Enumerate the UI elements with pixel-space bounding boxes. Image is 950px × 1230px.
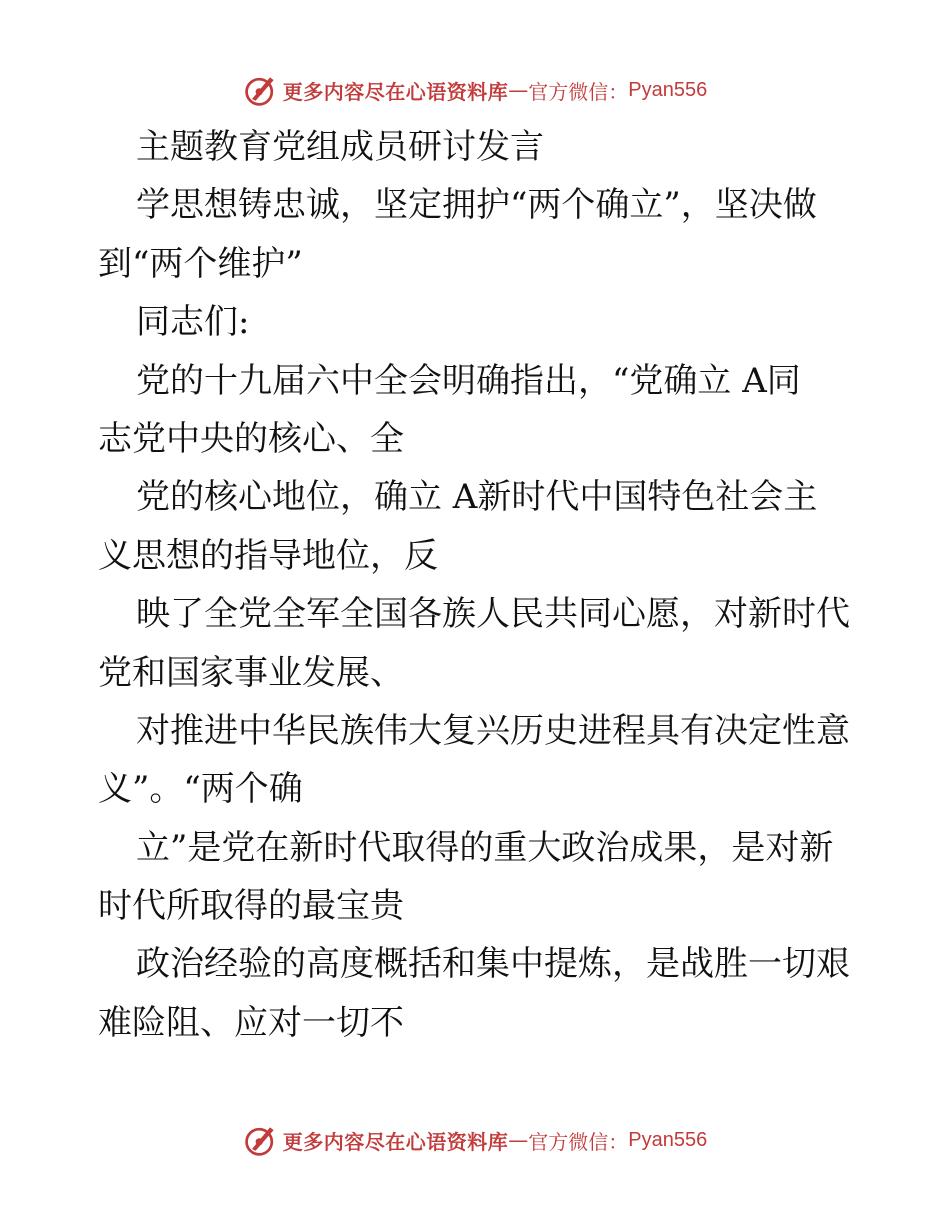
- banner-wechat-label: 官方微信：: [528, 79, 629, 104]
- banner-wechat-label: 官方微信：: [528, 1129, 629, 1154]
- document-body: [98, 118, 858, 1052]
- banner-wechat-id: Pyan556: [628, 1128, 708, 1151]
- document-title: 主题教育党组成员研讨发言: [136, 127, 544, 167]
- footer-watermark-banner: [0, 1120, 950, 1160]
- paragraph-line: 党的十九届六中全会明确指出，“党确立 A同: [136, 360, 801, 401]
- paragraph-line: 义”。“两个确: [98, 769, 303, 810]
- document-subtitle-line-1: 学思想铸忠诚，坚定拥护“两个确立”，坚决做: [136, 185, 817, 226]
- paragraph-line: 义思想的指导地位，反: [98, 535, 438, 576]
- paragraph-line: 难险阻、应对一切不: [98, 1002, 404, 1043]
- document-subtitle-line-2: 到“两个维护”: [98, 243, 303, 284]
- paragraph-line: 时代所取得的最宝贵: [98, 886, 404, 927]
- paragraph-line: 对推进中华民族伟大复兴历史进程具有决定性意: [136, 710, 850, 751]
- banner-dash: —: [508, 78, 529, 102]
- quill-pen-logo-icon: [243, 1122, 279, 1158]
- banner-dash: —: [508, 1128, 529, 1152]
- paragraph-line: 立”是党在新时代取得的重大政治成果，是对新: [136, 827, 834, 868]
- paragraph-line: 映了全党全军全国各族人民共同心愿，对新时代: [136, 594, 850, 635]
- banner-wechat-id: Pyan556: [628, 78, 708, 101]
- quill-pen-logo-icon: [243, 72, 279, 108]
- paragraph-line: 志党中央的核心、全: [98, 418, 404, 459]
- paragraph-line: 党的核心地位，确立 A新时代中国特色社会主: [136, 477, 818, 518]
- header-watermark-banner: [0, 70, 950, 110]
- paragraph-line: 政治经验的高度概括和集中提炼，是战胜一切艰: [136, 944, 850, 985]
- banner-slogan: 更多内容尽在心语资料库: [282, 1129, 509, 1154]
- salutation: 同志们:: [136, 302, 250, 343]
- paragraph-line: 党和国家事业发展、: [98, 652, 404, 693]
- banner-slogan: 更多内容尽在心语资料库: [282, 79, 509, 104]
